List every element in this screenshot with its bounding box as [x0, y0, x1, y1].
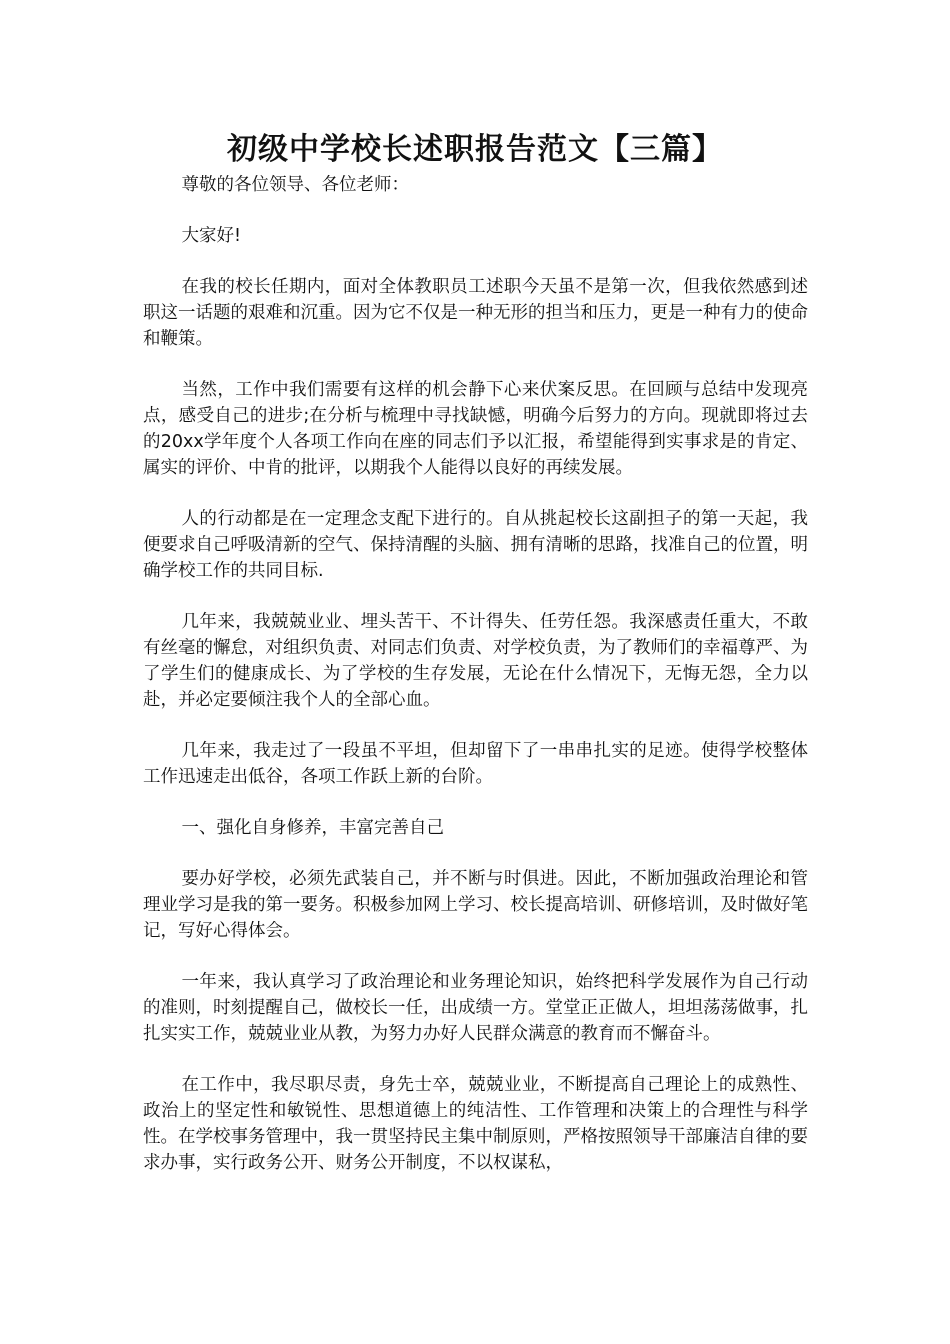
paragraph-progress: 几年来，我走过了一段虽不平坦，但却留下了一串串扎实的足迹。使得学校整体工作迅速走出低谷，各项工作跃上新的台阶。 — [143, 741, 808, 787]
paragraph-study: 要办好学校，必须先武装自己，并不断与时俱进。因此，不断加强政治理论和管理业学习是我的第一要务。积极参加网上学习、校长提高培训、研修培训，及时做好笔记，写好心得体会。 — [143, 869, 808, 941]
paragraph-salutation: 尊敬的各位领导、各位老师： — [181, 175, 409, 195]
paragraph-year-review: 一年来，我认真学习了政治理论和业务理论知识，始终把科学发展作为自己行动的准则，时刻提醒自己，做校长一任，出成绩一方。堂堂正正做人，坦坦荡荡做事，扎扎实实工作，兢兢业业从教，为努力办好人民群众满意的教育而不懈奋斗。 — [143, 972, 808, 1044]
paragraph-work-conduct: 在工作中，我尽职尽责，身先士卒，兢兢业业，不断提高自己理论上的成熟性、政治上的坚定性和敏锐性、思想道德上的纯洁性、工作管理和决策上的合理性与科学性。在学校事务管理中，我一贯坚持民主集中制原则，严格按照领导干部廉洁自律的要求办事，实行政务公开、财务公开制度，不以权谋私， — [143, 1075, 808, 1173]
paragraph-dedication: 几年来，我兢兢业业、埋头苦干、不计得失、任劳任怨。我深感责任重大，不敢有丝毫的懈怠，对组织负责、对同志们负责、对学校负责，为了教师们的幸福尊严、为了学生们的健康成长、为了学校的生存发展，无论在什么情况下，无悔无怨，全力以赴，并必定要倾注我个人的全部心血。 — [143, 612, 808, 710]
document-body — [143, 172, 808, 1201]
paragraph-intro: 在我的校长任期内，面对全体教职员工述职今天虽不是第一次，但我依然感到述职这一话题的艰难和沉重。因为它不仅是一种无形的担当和压力，更是一种有力的使命和鞭策。 — [143, 277, 808, 349]
section-heading-1: 一、强化自身修养，丰富完善自己 — [181, 818, 444, 838]
paragraph-greeting: 大家好! — [181, 226, 242, 246]
paragraph-philosophy: 人的行动都是在一定理念支配下进行的。自从挑起校长这副担子的第一天起，我便要求自己呼吸清新的空气、保持清醒的头脑、拥有清晰的思路，找准自己的位置，明确学校工作的共同目标. — [143, 509, 808, 581]
paragraph-reflection: 当然，工作中我们需要有这样的机会静下心来伏案反思。在回顾与总结中发现亮点，感受自己的进步;在分析与梳理中寻找缺憾，明确今后努力的方向。现就即将过去的20xx学年度个人各项工作向在座的同志们予以汇报，希望能得到实事求是的肯定、属实的评价、中肯的批评，以期我个人能得以良好的再续发展。 — [143, 380, 808, 478]
document-title: 初级中学校长述职报告范文【三篇】 — [227, 132, 723, 167]
